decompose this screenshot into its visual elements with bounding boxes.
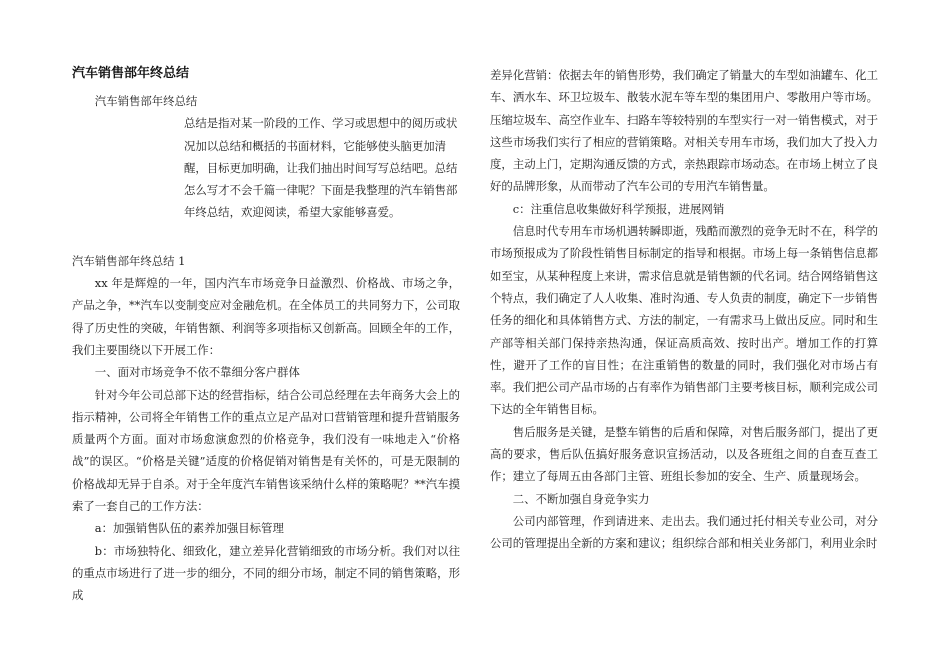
heading-market-competition: 一、面对市场竞争不依不靠细分客户群体 [94,365,300,380]
paragraph-overview: xx 年是辉煌的一年，国内汽车市场竞争日益激烈、价格战、市场之争，产品之争，**汽车以变制变应对金融危机。在全体员工的共同努力下，公司取得了历史性的突破，年销售额、利润等多项指标又创新高。回顾全年的工作，我们主要围绕以下开展工作： [72,276,460,357]
list-item-c: c：注重信息收集做好科学预报，进展网销 [512,201,725,216]
heading-competitiveness: 二、不断加强自身竞争实力 [512,491,650,506]
document-subtitle: 汽车销售部年终总结 [94,94,198,108]
list-item-b: b：市场独特化、细致化，建立差异化营销细致的市场分析。我们对以往的重点市场进行了进一步的细分，不同的细分市场，制定不同的销售策略，形成 [72,543,460,603]
paragraph-information: 信息时代专用车市场机遇转瞬即逝，残酷而激烈的竞争无时不在，科学的市场预报成为了阶段性销售目标制定的指导和根据。市场上每一条销售信息都如至宝，从某种程度上来讲，需求信息就是销售额的代名词。结合网络销售这个特点，我们确定了人人收集、准时沟通、专人负责的制度，确定下一步销售任务的细化和具体销售方式、方法的制定，一有需求马上做出反应。同时和生产部等相关部门保持亲热沟通，保证高质高效、按时出产。增加工作的打算性，避开了工作的盲目性；在注重销售的数量的同时，我们强化对市场占有率。我们把公司产品市场的占有率作为销售部门主要考核目标，顺利完成公司下达的全年销售目标。 [490,224,878,417]
paragraph-internal-management: 公司内部管理，作到请进来、走出去。我们通过托付相关专业公司，对分公司的管理提出全新的方案和建议；组织综合部和相关业务部门，利用业余时 [490,513,878,551]
paragraph-differentiated-marketing: 差异化营销：依据去年的销售形势，我们确定了销量大的车型如油罐车、化工车、洒水车、环卫垃圾车、散装水泥车等车型的集团用户、零散用户等市场。压缩垃圾车、高空作业车、扫路车等较特别的车型实行一对一销售模式，对于这些市场我们实行了相应的营销策略。对相关专用车市场，我们加大了投入力度，主动上门，定期沟通反馈的方式，亲热跟踪市场动态。在市场上树立了良好的品牌形象，从而带动了汽车公司的专用汽车销售量。 [490,68,878,194]
spacer [72,224,460,248]
paragraph-strategy: 针对今年公司总部下达的经营指标，结合公司总经理在去年商务大会上的指示精神，公司将全年销售工作的重点立足产品对口营销管理和提升营销服务质量两个方面。面对市场愈演愈烈的价格竞争，我们没有一味地走入“价格战”的误区。“价格是关键”适度的价格促销对销售是有关怀的，可是无限制的价格战却无异于自杀。对于全年度汽车销售该采纳什么样的策略呢？**汽车摸索了一套自己的工作方法： [72,387,460,514]
list-item-a: a：加强销售队伍的素养加强目标管理 [94,521,284,536]
section-title: 汽车销售部年终总结 1 [72,253,186,268]
document-title: 汽车销售部年终总结 [72,66,190,81]
paragraph-after-sales: 售后服务是关键，是整车销售的后盾和保障，对售后服务部门，提出了更高的要求，售后队伍搞好服务意识宣扬活动，以及各班组之间的自查互查工作；建立了每周五由各部门主管、班组长参加的安全、生产、质量现场会。 [490,424,878,484]
left-column [72,64,460,607]
right-column [490,64,878,555]
intro-paragraph: 总结是指对某一阶段的工作、学习或思想中的阅历或状况加以总结和概括的书面材料，它能够使头脑更加清醒，目标更加明确，让我们抽出时间写写总结吧。总结怎么写才不会千篇一律呢？下面是我整理的汽车销售部年终总结，欢迎阅读，希望大家能够喜爱。 [184,116,458,220]
